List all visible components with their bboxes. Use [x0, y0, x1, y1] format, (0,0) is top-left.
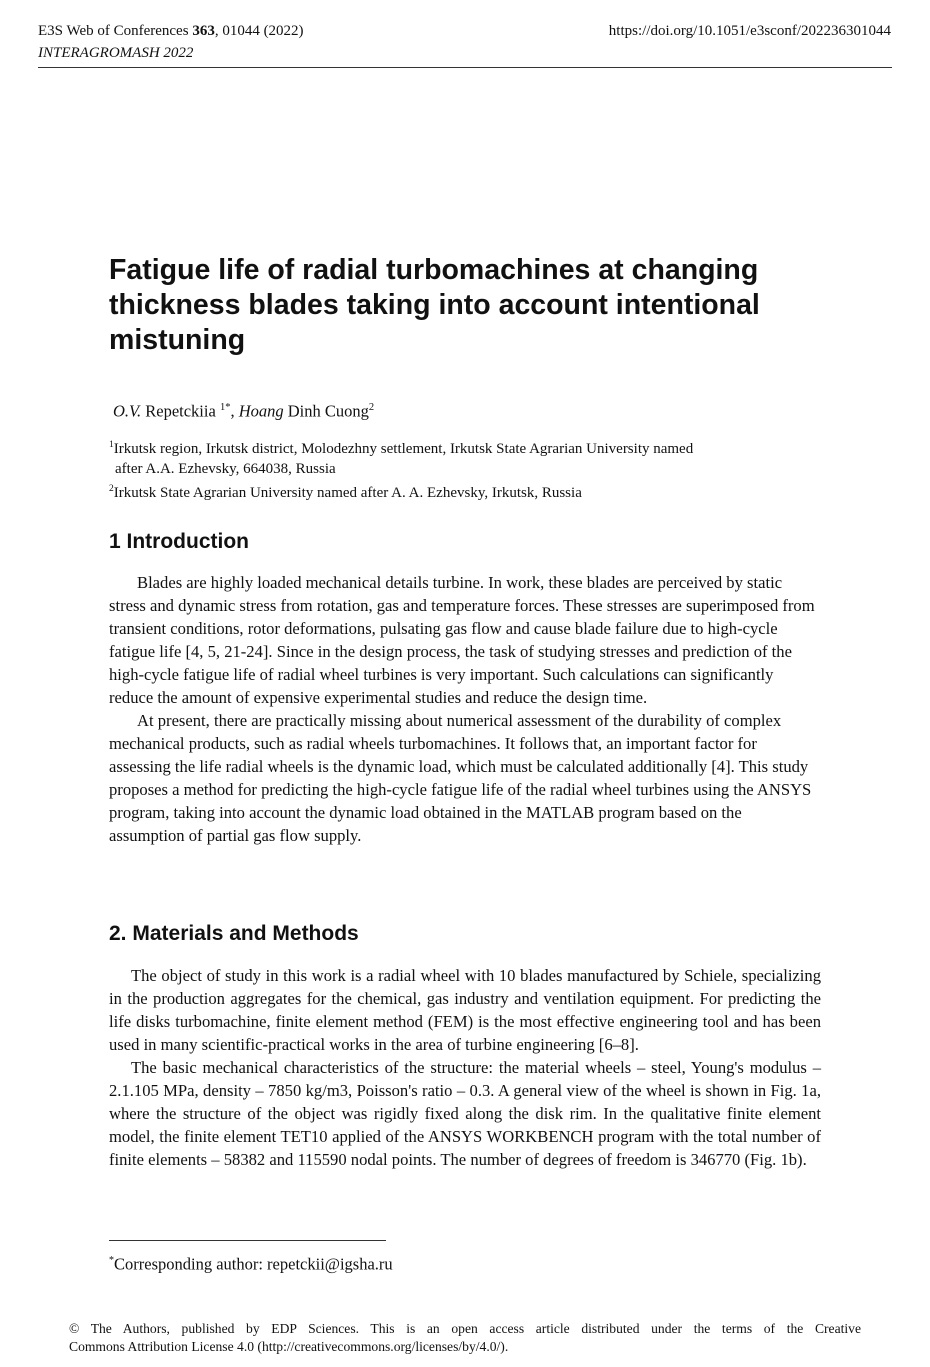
author-initials: O.V.	[113, 401, 142, 421]
footnote-divider	[109, 1240, 386, 1241]
header-divider	[38, 67, 892, 68]
affiliations	[109, 435, 829, 503]
introduction-body	[109, 571, 821, 847]
author-initials: Hoang	[238, 401, 284, 421]
affiliation-1: $^1$Irkutsk region, Irkutsk district, Molodezhny settlement, Irkutsk State Agrarian University named	[109, 440, 694, 457]
corresponding-author-footnote: *Corresponding author: repetckii@igsha.ru	[109, 1254, 393, 1274]
paragraph: The basic mechanical characteristics of the structure: the material wheels – steel, Young's modulus – 2.1.105 MPa, density – 7850 kg/m3, Poisson's ratio – 0.3. A general view of the wheel is shown in Fig. 1a, where the structure of the object was rigidly fixed along the disk rim. In the qualitative finite element model, the finite element TET10 applied of the ANSYS WORKBENCH program with the total number of finite elements – 58382 and 115590 nodal points. The number of degrees of freedom is 346770 (Fig. 1b).	[109, 1058, 821, 1169]
paragraph: The object of study in this work is a radial wheel with 10 blades manufactured by Schiele, specializing in the production aggregates for the chemical, gas industry and ventilation equipment. For predicting the life disks turbomachine, finite element method (FEM) is the most effective engineering tool and has been used in many scientific-practical works in the area of turbine engineering [6–8].	[109, 966, 821, 1054]
paper-title: Fatigue life of radial turbomachines at changing thickness blades taking into account intentional mistuning	[109, 254, 760, 356]
conference-name: INTERAGROMASH 2022	[38, 45, 194, 61]
license-line-2: Commons Attribution License 4.0 (http://creativecommons.org/licenses/by/4.0/).	[69, 1339, 509, 1354]
author-surname: Dinh Cuong	[287, 401, 369, 421]
affiliation-2: $^2$Irkutsk State Agrarian University named after A. A. Ezhevsky, Irkutsk, Russia	[109, 484, 582, 501]
author-line: O.V. Repetckiia $^{1*}$, Hoang Dinh Cuong$^2$	[113, 401, 375, 421]
author-surname: Repetckiia	[145, 401, 216, 421]
author-affil-mark: 1*	[219, 402, 231, 413]
license-notice	[69, 1320, 861, 1356]
affiliation-1-cont: after A.A. Ezhevsky, 664038, Russia	[115, 461, 336, 477]
doi-link[interactable]: https://doi.org/10.1051/e3sconf/202236301044	[608, 23, 891, 39]
author-affil-mark: 2	[368, 402, 375, 413]
section-heading-introduction: 1 Introduction	[109, 530, 249, 553]
license-line-1: © The Authors, published by EDP Sciences. This is an open access article distributed under the terms of the Creative	[69, 1321, 861, 1336]
paragraph: Blades are highly loaded mechanical details turbine. In work, these blades are perceived by static stress and dynamic stress from rotation, gas and temperature forces. These stresses are superimposed from transient conditions, rotor deformations, pulsating gas flow and cause blade failure due to high-cycle fatigue life [4, 5, 21-24]. Since in the design process, the task of studying stresses and prediction of the high-cycle fatigue life of radial wheel turbines is very important. Such calculations can significantly reduce the amount of expensive experimental studies and reduce the design time.	[109, 573, 815, 707]
section-heading-materials-methods: 2. Materials and Methods	[109, 922, 359, 945]
footnote-mark: *	[109, 1255, 114, 1266]
methods-body	[109, 964, 821, 1171]
paragraph: At present, there are practically missing about numerical assessment of the durability of complex mechanical products, such as radial wheels turbomachines. It follows that, an important factor for assessing the life radial wheels is the dynamic load, which must be calculated additionally [4]. This study proposes a method for predicting the high-cycle fatigue life of the radial wheel turbines using the ANSYS program, taking into account the dynamic load obtained in the MATLAB program based on the assumption of partial gas flow supply.	[109, 711, 812, 845]
volume-number: 363	[192, 23, 215, 39]
running-header-left	[38, 20, 304, 64]
journal-citation: E3S Web of Conferences 363, 01044 (2022)	[38, 23, 304, 39]
